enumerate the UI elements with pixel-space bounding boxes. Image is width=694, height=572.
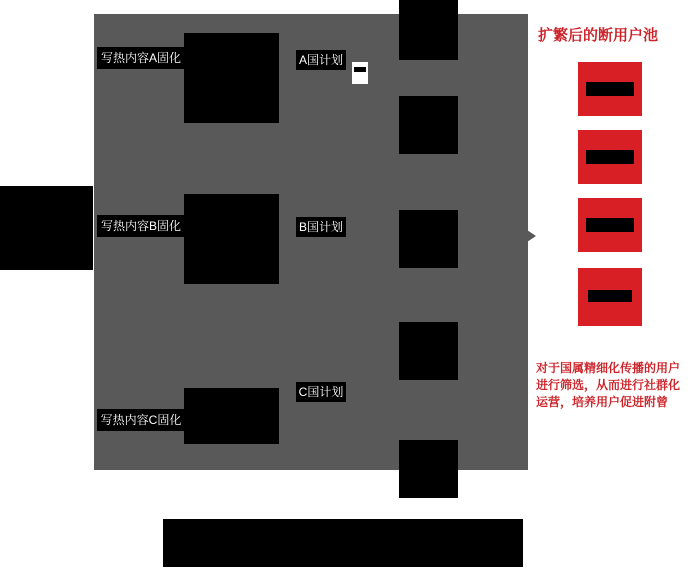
user-pool-card-4-bar [588,290,632,302]
content-block-a [184,33,279,123]
output-square-4 [399,322,458,380]
plan-label-c: C国计划 [296,382,346,402]
plan-label-b: B国计划 [296,217,346,237]
user-pool-card-2-bar [586,150,634,164]
content-block-c [184,388,279,444]
flow-arrow-icon [524,228,536,244]
user-pool-card-3[interactable] [578,198,642,252]
plan-label-a: A国计划 [296,50,346,70]
source-label-a: 写热内容A固化 [97,47,185,69]
output-square-3 [399,210,458,268]
right-panel-note: 对于国属精细化传播的用户进行筛选，从而进行社群化运营，培养用户促进附曾 [536,361,681,409]
plan-chip-bar [354,67,366,72]
user-pool-card-1-bar [586,82,634,96]
right-panel-title: 扩繁后的断用户池 [538,27,659,44]
output-square-5 [399,440,458,498]
output-square-2 [399,96,458,154]
content-block-b [184,194,279,284]
output-square-1 [399,0,458,60]
user-pool-card-4[interactable] [578,268,642,326]
bottom-summary-bar [163,519,523,567]
user-pool-card-3-bar [586,218,634,232]
plan-chip[interactable] [352,62,368,84]
source-label-c: 写热内容C固化 [97,409,185,431]
left-source-box [0,186,93,270]
source-label-b: 写热内容B固化 [97,215,185,237]
user-pool-card-2[interactable] [578,130,642,184]
user-pool-card-1[interactable] [578,62,642,116]
